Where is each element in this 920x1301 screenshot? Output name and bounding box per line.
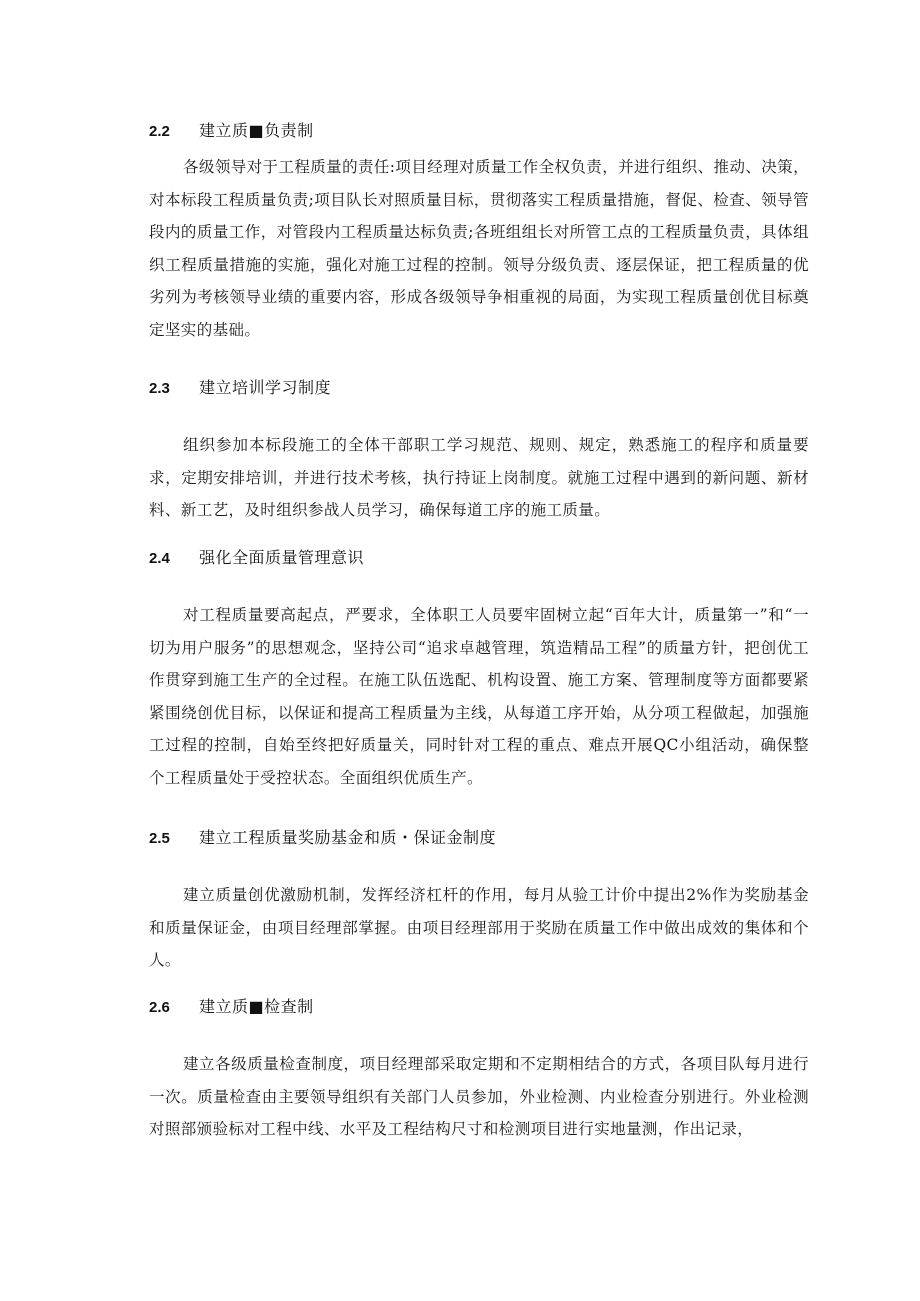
section-number: 2.2: [149, 123, 170, 140]
section-2-2: [149, 118, 809, 346]
section-number: 2.5: [149, 830, 170, 847]
section-title: 建立质■负责制: [199, 121, 314, 140]
section-2-5: [149, 825, 809, 977]
section-2-6: [149, 994, 809, 1146]
section-title: 建立质■检查制: [199, 997, 314, 1016]
section-body: 组织参加本标段施工的全体干部职工学习规范、规则、规定，熟悉施工的程序和质量要求，定期安排培训，并进行技术考核，执行持证上岗制度。就施工过程中遇到的新问题、新材料、新工艺，及时组织参战人员学习，确保每道工序的施工质量。: [149, 436, 809, 519]
section-title: 建立培训学习制度: [199, 378, 332, 397]
section-number: 2.4: [149, 550, 170, 567]
section-heading: [149, 545, 809, 575]
section-heading: [149, 994, 809, 1024]
section-body: 建立各级质量检查制度，项目经理部采取定期和不定期相结合的方式，各项目队每月进行一次。质量检查由主要领导组织有关部门人员参加，外业检测、内业检查分别进行。外业检测对照部颁验标对工程中线、水平及工程结构尺寸和检测项目进行实地量测，作出记录，: [149, 1055, 809, 1138]
section-body: 各级领导对于工程质量的责任:项目经理对质量工作全权负责，并进行组织、推动、决策，对本标段工程质量负责;项目队长对照质量目标，贯彻落实工程质量措施，督促、检查、领导管段内的质量工作，对管段内工程质量达标负责;各班组组长对所管工点的工程质量负责，具体组织工程质量措施的实施，强化对施工过程的控制。领导分级负责、逐层保证，把工程质量的优劣列为考核领导业绩的重要内容，形成各级领导争相重视的局面，为实现工程质量创优目标奠定坚实的基础。: [149, 158, 809, 339]
section-title: 建立工程质量奖励基金和质・保证金制度: [199, 828, 497, 847]
section-2-4: [149, 545, 809, 794]
section-number: 2.3: [149, 380, 170, 397]
section-2-3: [149, 375, 809, 527]
section-heading: [149, 375, 809, 405]
section-body: 建立质量创优激励机制，发挥经济杠杆的作用，每月从验工计价中提出2%作为奖励基金和质量保证金，由项目经理部掌握。由项目经理部用于奖励在质量工作中做出成效的集体和个人。: [149, 886, 809, 969]
section-body: 对工程质量要高起点，严要求，全体职工人员要牢固树立起“百年大计，质量第一”和“一切为用户服务”的思想观念，坚持公司“追求卓越管理，筑造精品工程”的质量方针，把创优工作贯穿到施工生产的全过程。在施工队伍选配、机构设置、施工方案、管理制度等方面都要紧紧围绕创优目标，以保证和提高工程质量为主线，从每道工序开始，从分项工程做起，加强施工过程的控制，自始至终把好质量关，同时针对工程的重点、难点开展QC小组活动，确保整个工程质量处于受控状态。全面组织优质生产。: [149, 606, 809, 787]
section-title: 强化全面质量管理意识: [199, 548, 365, 567]
section-heading: [149, 825, 809, 855]
section-number: 2.6: [149, 999, 170, 1016]
section-heading: [149, 118, 809, 148]
